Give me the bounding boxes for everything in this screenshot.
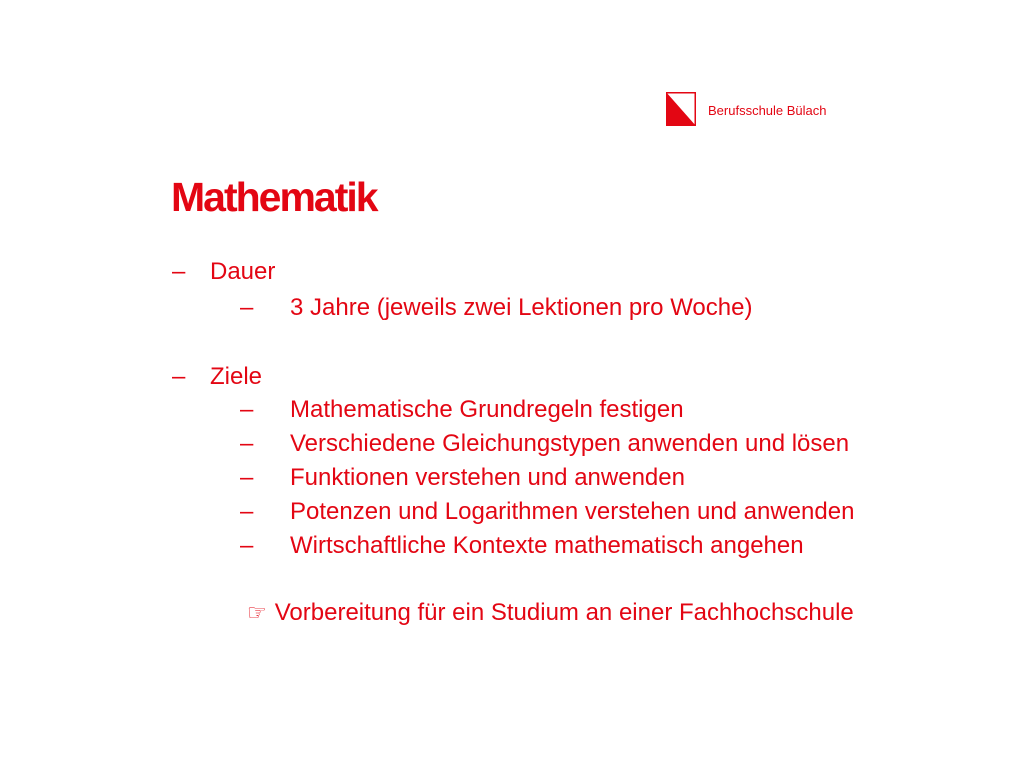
bullet-dash: – <box>240 498 254 525</box>
list-item-text: 3 Jahre (jeweils zwei Lektionen pro Woche) <box>290 294 753 321</box>
school-name: Berufsschule Bülach <box>708 103 827 118</box>
zurich-canton-logo-icon <box>666 92 696 126</box>
conclusion-text: Vorbereitung für ein Studium an einer Fachhochschule <box>274 599 854 626</box>
bullet-dash: – <box>240 294 254 321</box>
conclusion-line <box>247 599 854 628</box>
list-item-text: Funktionen verstehen und anwenden <box>290 464 685 491</box>
list-item-text: Potenzen und Logarithmen verstehen und anwenden <box>290 498 855 525</box>
list-item-text: Verschiedene Gleichungstypen anwenden und lösen <box>290 430 850 457</box>
list-item-text: Mathematische Grundregeln festigen <box>290 396 684 423</box>
bullet-dash: – <box>240 396 254 423</box>
section-label: Ziele <box>210 363 263 390</box>
bullet-dash: – <box>240 430 254 457</box>
list-item-text: Wirtschaftliche Kontexte mathematisch angehen <box>290 532 804 559</box>
bullet-dash: – <box>172 258 186 285</box>
pointing-hand-icon: ☞ <box>247 601 267 626</box>
section-label: Dauer <box>210 258 276 285</box>
bullet-dash: – <box>172 363 186 390</box>
bullet-dash: – <box>240 532 254 559</box>
bullet-dash: – <box>240 464 254 491</box>
page-title: Mathematik <box>171 174 377 220</box>
